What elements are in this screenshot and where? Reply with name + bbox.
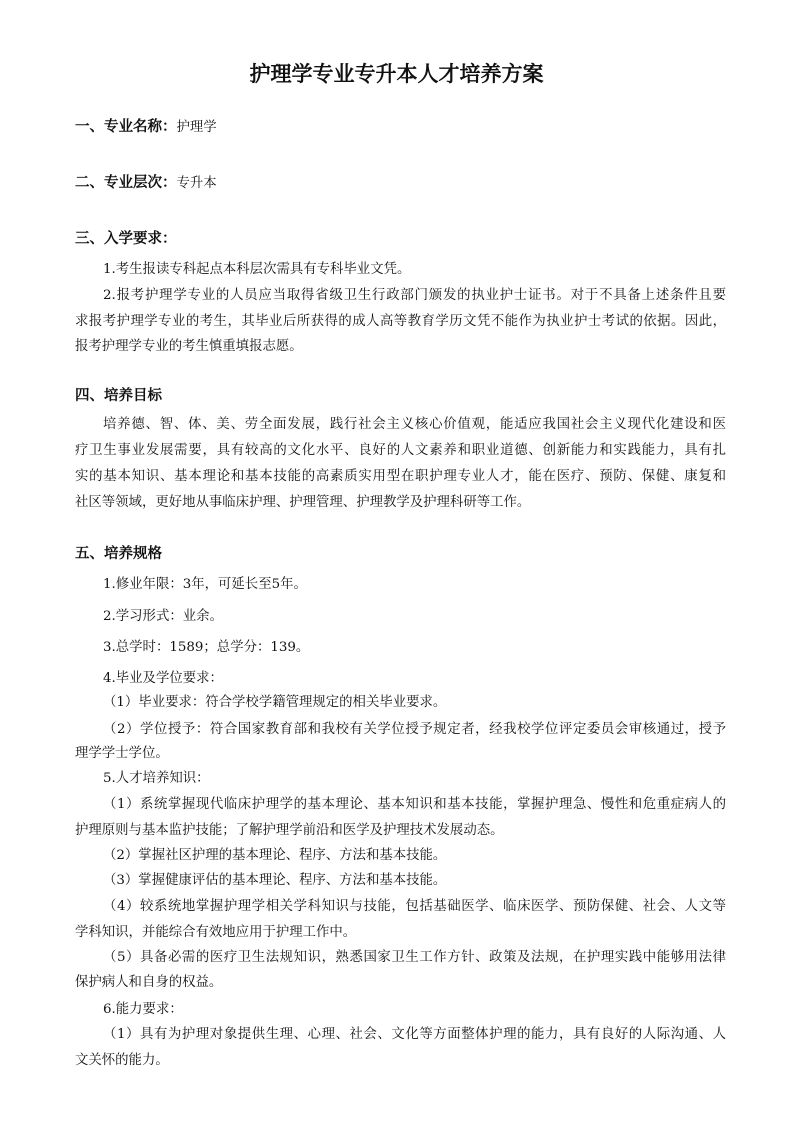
major-name-value: 护理学	[176, 120, 217, 135]
paragraph-line: 学科知识，并能综合有效地应用于护理工作中。	[75, 925, 357, 940]
section-major-name	[75, 118, 726, 137]
paragraph-line: 5.人才培养知识：	[103, 771, 210, 786]
paragraph-line: （3）掌握健康评估的基本理论、程序、方法和基本技能。	[103, 873, 447, 888]
section-heading-admission: 三、入学要求：	[75, 231, 177, 247]
section-major-level	[75, 174, 726, 193]
paragraph-line: 护理原则与基本监护技能；了解护理学前沿和医学及护理技术发展动态。	[75, 823, 504, 838]
paragraph-line: 1.修业年限：3年，可延长至5年。	[103, 577, 307, 592]
paragraph-line: 2.报考护理学专业的人员应当取得省级卫生行政部门颁发的执业护士证书。对于不具备上述条件且要	[103, 288, 726, 303]
paragraph-line: 2.学习形式：业余。	[103, 609, 223, 624]
paragraph-line: （1）具有为护理对象提供生理、心理、社会、文化等方面整体护理的能力，具有良好的人际沟通、人	[103, 1027, 726, 1042]
major-level-value: 专升本	[176, 176, 217, 191]
heading-label: 二、专业层次：	[75, 175, 177, 191]
paragraph-line: （5）具备必需的医疗卫生法规知识，熟悉国家卫生工作方针、政策及法规，在护理实践中能够用法律	[103, 950, 726, 965]
paragraph-line: （1）毕业要求：符合学校学籍管理规定的相关毕业要求。	[103, 695, 447, 710]
paragraph-line: 1.考生报读专科起点本科层次需具有专科毕业文凭。	[103, 262, 411, 277]
paragraph-line: （4）较系统地掌握护理学相关学科知识与技能，包括基础医学、临床医学、预防保健、社会、人文等	[103, 899, 726, 914]
paragraph-line: 培养德、智、体、美、劳全面发展，践行社会主义核心价值观，能适应我国社会主义现代化建设和医	[103, 417, 726, 432]
section-heading-specifications: 五、培养规格	[75, 546, 162, 562]
paragraph-line: 实的基本知识、基本理论和基本技能的高素质实用型在职护理专业人才，能在医疗、预防、保健、康复和	[75, 469, 726, 484]
paragraph-line: 文关怀的能力。	[75, 1053, 169, 1068]
paragraph-line: 社区等领域，更好地从事临床护理、护理管理、护理教学及护理科研等工作。	[75, 495, 531, 510]
paragraph-line: 理学学士学位。	[75, 746, 169, 761]
paragraph-line: （2）学位授予：符合国家教育部和我校有关学位授予规定者，经我校学位评定委员会审核通过，授予	[103, 722, 726, 737]
paragraph-line: 保护病人和自身的权益。	[75, 975, 223, 990]
paragraph-line: 疗卫生事业发展需要，具有较高的文化水平、良好的人文素养和职业道德、创新能力和实践能力，具有扎	[75, 443, 726, 458]
paragraph-line: 3.总学时：1589；总学分：139。	[103, 640, 310, 655]
page-title: 护理学专业专升本人才培养方案	[249, 62, 544, 86]
section-heading-objectives: 四、培养目标	[75, 388, 162, 404]
paragraph-line: 6.能力要求：	[103, 1002, 183, 1017]
paragraph-line: （1）系统掌握现代临床护理学的基本理论、基本知识和基本技能，掌握护理急、慢性和危重症病人的	[103, 797, 726, 812]
paragraph-line: 报考护理学专业的考生慎重填报志愿。	[75, 339, 303, 354]
paragraph-line: 4.毕业及学位要求：	[103, 671, 223, 686]
heading-label: 一、专业名称：	[75, 119, 177, 135]
paragraph-line: 求报考护理学专业的考生，其毕业后所获得的成人高等教育学历文凭不能作为执业护士考试的依据。因此，	[75, 314, 726, 329]
paragraph-line: （2）掌握社区护理的基本理论、程序、方法和基本技能。	[103, 848, 447, 863]
